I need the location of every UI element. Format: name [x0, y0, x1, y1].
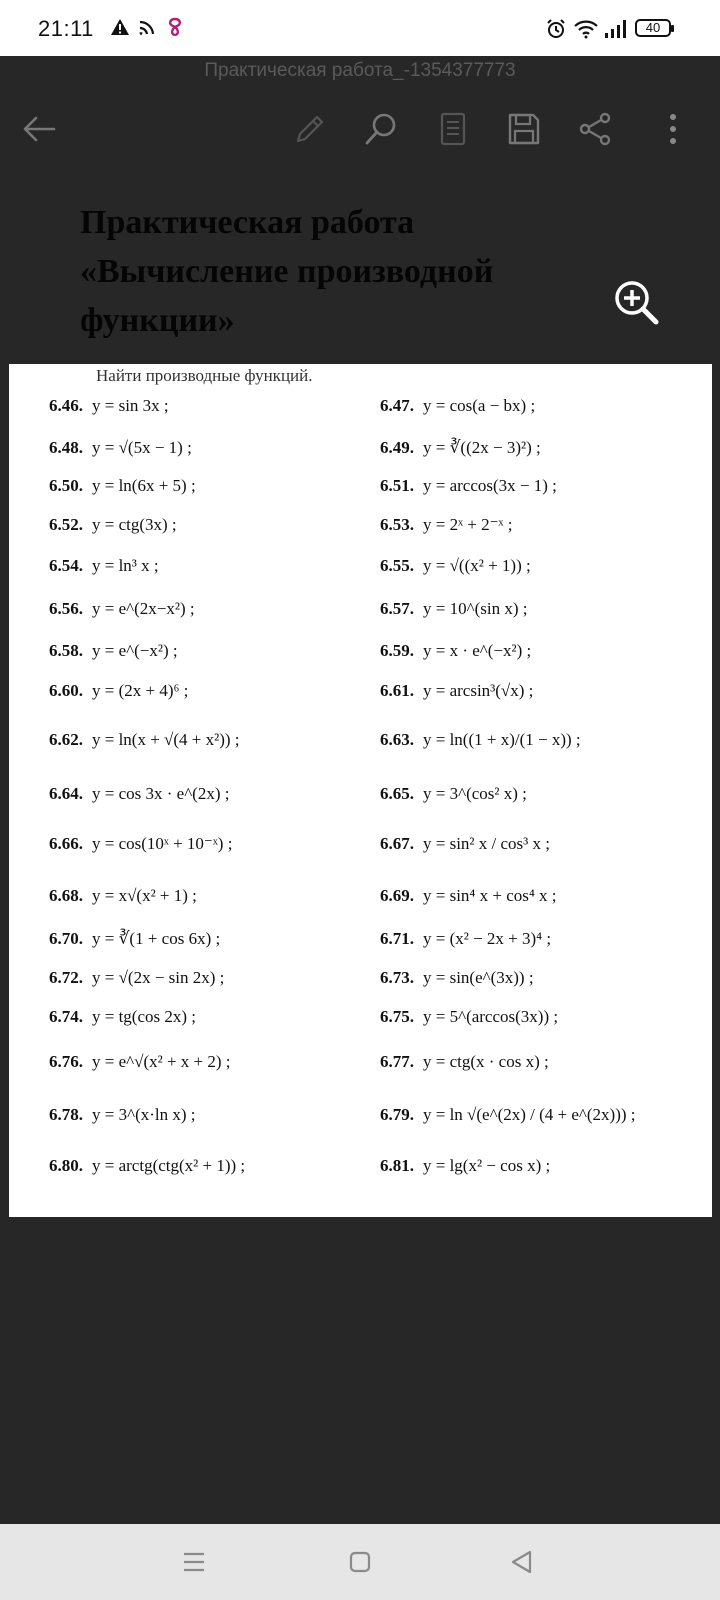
share-button[interactable] — [570, 100, 620, 158]
exercise-6-74: 6.74. y = tg(cos 2x) ; — [49, 1007, 197, 1026]
exercise-6-73: 6.73. y = sin(e^(3x)) ; — [380, 968, 534, 987]
home-square-icon — [349, 1551, 371, 1573]
exercise-6-57: 6.57. y = 10^(sin x) ; — [380, 599, 528, 618]
save-icon — [507, 112, 541, 146]
search-button[interactable] — [356, 100, 406, 158]
document-title: Практическая работа_-1354377773 — [204, 60, 516, 81]
search-icon — [364, 112, 398, 146]
exercise-6-49: 6.49. y = ∛((2x − 3)²) ; — [380, 438, 541, 457]
exercise-6-56: 6.56. y = e^(2x−x²) ; — [49, 599, 195, 618]
exercise-6-69: 6.69. y = sin⁴ x + cos⁴ x ; — [380, 886, 557, 905]
exercise-6-59: 6.59. y = x · e^(−x²) ; — [380, 641, 532, 660]
exercise-6-68: 6.68. y = x√(x² + 1) ; — [49, 886, 197, 905]
battery-level: 40 — [645, 20, 661, 35]
exercise-6-52: 6.52. y = ctg(3x) ; — [49, 515, 177, 534]
exercise-6-76: 6.76. y = e^√(x² + x + 2) ; — [49, 1052, 231, 1071]
page-view-button[interactable] — [428, 100, 478, 158]
exercise-6-80: 6.80. y = arctg(ctg(x² + 1)) ; — [49, 1156, 246, 1175]
exercise-6-70: 6.70. y = ∛(1 + cos 6x) ; — [49, 929, 221, 948]
worksheet-page — [9, 364, 712, 1217]
system-nav-bar — [0, 1524, 720, 1600]
home-button[interactable] — [340, 1544, 380, 1580]
exercise-6-64: 6.64. y = cos 3x · e^(2x) ; — [49, 784, 230, 803]
exercise-6-58: 6.58. y = e^(−x²) ; — [49, 641, 178, 660]
share-icon — [578, 112, 612, 146]
exercise-6-75: 6.75. y = 5^(arccos(3x)) ; — [380, 1007, 559, 1026]
recents-menu-icon — [182, 1551, 206, 1573]
save-button[interactable] — [499, 100, 549, 158]
exercise-6-51: 6.51. y = arccos(3x − 1) ; — [380, 476, 557, 495]
system-back-button[interactable] — [502, 1544, 542, 1580]
heading-line-2: «Вычисление производной — [80, 253, 494, 290]
exercise-6-46: 6.46. y = sin 3x ; — [49, 396, 169, 415]
document-heading — [80, 198, 620, 345]
exercise-6-66: 6.66. y = cos(10ˣ + 10⁻ˣ) ; — [49, 834, 233, 853]
alarm-icon — [546, 19, 566, 39]
warning-icon — [110, 18, 130, 36]
exercise-6-71: 6.71. y = (x² − 2x + 3)⁴ ; — [380, 929, 552, 948]
page-view-icon — [439, 112, 467, 146]
more-options-button[interactable] — [648, 100, 698, 158]
exercise-6-60: 6.60. y = (2x + 4)⁶ ; — [49, 681, 189, 700]
exercise-6-63: 6.63. y = ln((1 + x)/(1 − x)) ; — [380, 730, 581, 749]
exercise-6-48: 6.48. y = √(5x − 1) ; — [49, 438, 192, 457]
exercise-6-65: 6.65. y = 3^(cos² x) ; — [380, 784, 527, 803]
exercise-6-55: 6.55. y = √((x² + 1)) ; — [380, 556, 531, 575]
edit-button[interactable] — [285, 100, 335, 158]
exercise-6-53: 6.53. y = 2ˣ + 2⁻ˣ ; — [380, 515, 513, 534]
recents-button[interactable] — [174, 1544, 214, 1580]
exercise-6-81: 6.81. y = lg(x² − cos x) ; — [380, 1156, 551, 1175]
heading-line-1: Практическая работа — [80, 204, 415, 241]
app-notification-icon — [164, 16, 186, 38]
status-time: 21:11 — [38, 16, 94, 41]
cast-icon — [138, 18, 156, 36]
back-button[interactable] — [14, 100, 64, 158]
zoom-in-icon — [614, 280, 660, 326]
battery-icon — [635, 19, 671, 37]
exercise-6-67: 6.67. y = sin² x / cos³ x ; — [380, 834, 550, 853]
exercise-6-78: 6.78. y = 3^(x·ln x) ; — [49, 1105, 196, 1124]
back-triangle-icon — [510, 1550, 534, 1574]
exercise-6-62: 6.62. y = ln(x + √(4 + x²)) ; — [49, 730, 240, 749]
heading-line-3: функции» — [80, 302, 235, 339]
wifi-icon — [574, 19, 598, 39]
exercise-6-47: 6.47. y = cos(a − bx) ; — [380, 396, 536, 415]
toolbar — [0, 100, 720, 158]
exercise-6-79: 6.79. y = ln √(e^(2x) / (4 + e^(2x))) ; — [380, 1105, 636, 1124]
edit-pencil-icon — [293, 112, 327, 146]
signal-icon — [604, 19, 628, 39]
exercise-6-50: 6.50. y = ln(6x + 5) ; — [49, 476, 196, 495]
status-bar — [0, 0, 720, 56]
zoom-button[interactable] — [614, 280, 660, 326]
more-vert-icon — [668, 112, 678, 146]
back-arrow-icon — [22, 114, 56, 144]
task-header: Найти производные функций. — [96, 366, 313, 385]
exercise-6-54: 6.54. y = ln³ x ; — [49, 556, 159, 575]
exercise-6-61: 6.61. y = arcsin³(√x) ; — [380, 681, 534, 700]
exercise-6-72: 6.72. y = √(2x − sin 2x) ; — [49, 968, 225, 987]
exercise-6-77: 6.77. y = ctg(x · cos x) ; — [380, 1052, 549, 1071]
